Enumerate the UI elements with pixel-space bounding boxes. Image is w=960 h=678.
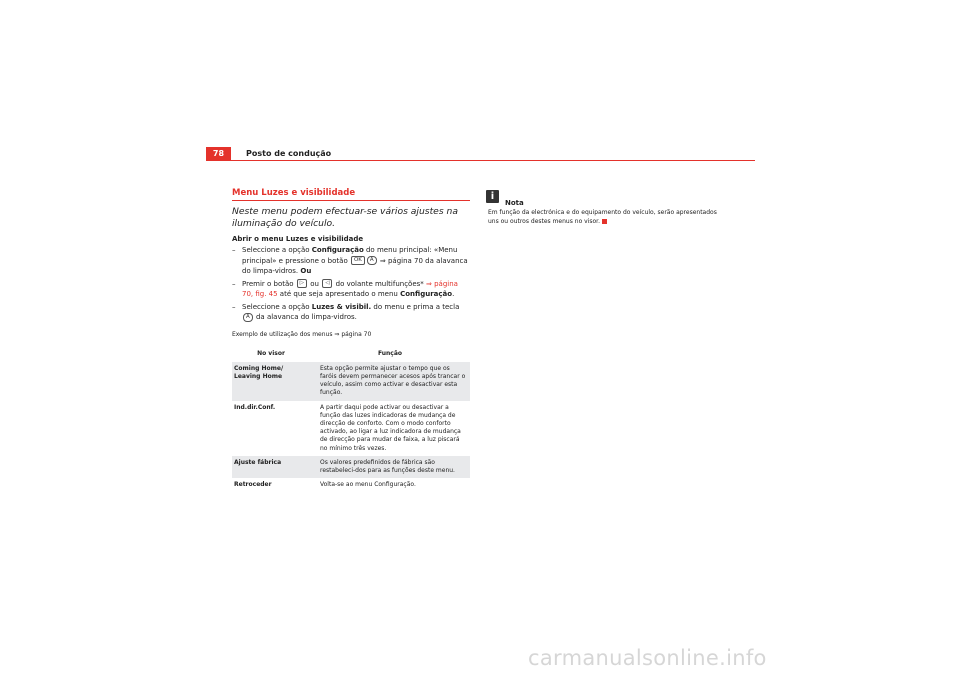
table-header [232,348,470,362]
step-3 [232,302,470,323]
step-text: Seleccione a opção [242,246,312,254]
step-dash: – [232,246,236,254]
step-text: do menu e prima a tecla [371,302,460,311]
left-arrow-key-icon: ◁ [322,279,332,288]
menu-option-name: Configuração [400,290,453,298]
a-key-icon: A [243,313,253,322]
page-reference-link[interactable]: ⇒ página 70, fig. 45 [242,279,458,298]
table-row [232,456,470,478]
section-title: Menu Luzes e visibilidade [232,188,356,198]
note-label: Nota [505,199,524,207]
menu-option-name: Luzes & visibil. [311,302,372,311]
row-label: Coming Home/ Leaving Home [234,364,284,380]
step-2 [232,279,470,300]
step-text: Seleccione a opção [242,302,312,311]
table-caption: Exemplo de utilização dos menus ⇒ página 70 [232,330,372,338]
column-header-display: No visor [257,349,285,357]
running-title: Posto de condução [246,149,332,158]
note-text [488,209,724,226]
row-description: A partir daqui pode activar ou desactivar a função das luzes indicadoras de mudança de direcção de conforto. Com o modo conforto activado, ao ligar a luz indicadora de mudança de direcção para mudar de faixa, a luz piscará no mínimo três vezes. [320,403,461,452]
step-dash: – [232,302,236,311]
step-text: ou [308,279,322,288]
table-row [232,401,470,456]
section-rule [232,200,470,201]
row-label: Retroceder [234,481,272,489]
step-text: até que seja apresentado o menu [277,290,401,298]
step-text: da alavanca do limpa-vidros. [253,313,357,321]
procedure-heading: Abrir o menu Luzes e visibilidade [232,235,364,243]
note-body: Em função da electrónica e do equipamento do veículo, serão apresentados uns ou outros destes menus no visor. [488,209,717,225]
column-header-function: Função [377,349,403,357]
watermark-text: carmanualsonline.info [528,646,767,670]
step-dash: – [232,279,236,288]
section-intro: Neste menu podem efectuar-se vários ajustes na iluminação do veículo. [232,206,458,229]
menu-option-name: Configuração [311,246,364,254]
step-text: ⇒ página 70 da alavanca do limpa-vidros. [242,256,468,275]
ok-key-icon: OK [351,256,365,265]
row-label: Ajuste fábrica [234,458,282,466]
step-text: . [452,290,455,298]
row-label: Ind.dir.Conf. [234,403,276,411]
functions-table [232,348,470,493]
step-text: Premir o botão [242,279,296,288]
table-row [232,478,470,492]
or-label: Ou [300,267,312,275]
page-header [206,147,755,161]
step-text: do menu principal: «Menu principal» e pressione o botão [242,246,458,265]
main-column [232,188,470,492]
a-key-icon: A [367,256,377,265]
step-text: do volante multifunções* [333,279,427,288]
table-row [232,362,470,401]
row-description: Os valores predefinidos de fábrica são restabeleci-dos para as funções deste menu. [320,458,455,474]
header-rule [206,160,755,161]
step-1 [232,245,470,277]
end-square-icon [602,219,607,224]
right-arrow-key-icon: ▷ [297,279,307,288]
row-description: Esta opção permite ajustar o tempo que os faróis devem permanecer acesos após trancar o veículo, assim como activar e desactivar esta função. [320,364,466,397]
info-icon: i [486,190,499,203]
row-description: Volta-se ao menu Configuração. [320,481,416,489]
page-number: 78 [206,147,231,161]
